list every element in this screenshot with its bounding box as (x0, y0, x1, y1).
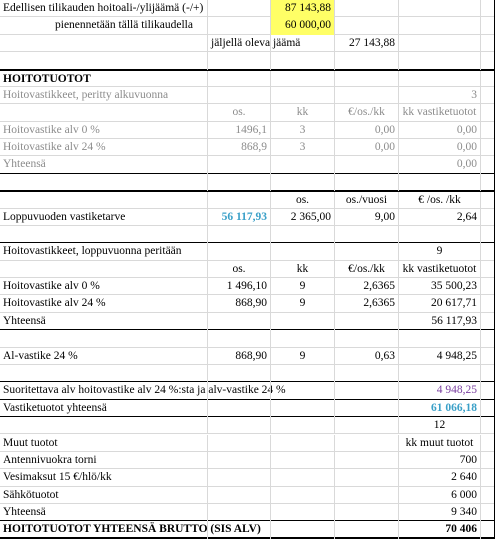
table-row (0, 139, 495, 156)
cell-c3[interactable] (334, 382, 398, 399)
cell-c3[interactable]: 0,00 (334, 139, 398, 156)
early-months[interactable]: 3 (398, 87, 480, 104)
cell-c1[interactable] (207, 156, 270, 173)
cell-c2[interactable]: os. (270, 192, 334, 209)
cell-c4[interactable]: 0,00 (398, 139, 480, 156)
cell-c5[interactable] (480, 192, 495, 209)
cell-c3[interactable] (334, 87, 398, 104)
cell-c1[interactable] (207, 71, 270, 88)
cell-c5[interactable] (480, 365, 495, 382)
cell-c4[interactable]: 6 000 (398, 487, 480, 504)
charges-total-row (0, 400, 495, 417)
cell-c4[interactable]: 61 066,18 (398, 400, 480, 417)
cell-c1[interactable] (207, 382, 270, 399)
row-3 (0, 52, 495, 69)
total-row (0, 156, 495, 173)
table-row (0, 487, 495, 504)
cell-c5[interactable] (480, 71, 495, 88)
header-row (0, 104, 495, 121)
cell-c3[interactable] (334, 17, 398, 34)
cell-c2[interactable] (270, 382, 334, 399)
cell-c2[interactable] (270, 400, 334, 417)
table-row (0, 295, 495, 312)
cell-c0[interactable]: Yhteensä (3, 506, 46, 519)
cell-c4[interactable]: 0,00 (398, 122, 480, 139)
cell-c1[interactable] (207, 469, 270, 486)
cell-c1[interactable]: 868,90 (207, 348, 270, 365)
cell-c2[interactable] (270, 52, 334, 69)
cell-c0[interactable]: Hoitovastike alv 0 % (3, 280, 100, 293)
header-row (0, 191, 495, 208)
table-row (0, 209, 495, 226)
cell-c2[interactable] (270, 330, 334, 347)
cell-c4[interactable]: kk muut tuotot (398, 435, 480, 452)
cell-c0[interactable] (0, 104, 207, 121)
cell-c1[interactable] (207, 52, 270, 69)
cell-c5[interactable] (480, 261, 495, 278)
other-income-header (0, 435, 495, 452)
early-charges-label[interactable]: Hoitovastikkeet, peritty alkuvuonna (3, 88, 169, 101)
row-10 (0, 174, 495, 191)
reduced-label[interactable]: pienennetään tällä tilikaudella (55, 19, 193, 32)
cell-c1[interactable] (207, 192, 270, 209)
cell-c3[interactable] (334, 400, 398, 417)
table-row (0, 469, 495, 486)
reduced-value[interactable]: 60 000,00 (270, 17, 334, 34)
row-13 (0, 226, 495, 243)
cell-c4[interactable]: 9 (398, 243, 480, 260)
section-heading[interactable]: HOITOTUOTOT (3, 72, 91, 85)
cell-c5[interactable] (480, 139, 495, 156)
cell-c4[interactable] (398, 52, 480, 69)
cell-c0[interactable] (0, 52, 207, 69)
cell-c2[interactable] (270, 226, 334, 243)
cell-c4[interactable] (398, 365, 480, 382)
cell-c3[interactable] (334, 452, 398, 469)
cell-c3[interactable] (334, 313, 398, 330)
total-row (0, 504, 495, 521)
cell-c0[interactable] (0, 261, 207, 278)
cell-c3[interactable]: 2,6365 (334, 278, 398, 295)
cell-c3[interactable]: 9,00 (334, 209, 398, 226)
cell-c2[interactable]: kk (270, 104, 334, 121)
remaining-value[interactable]: 27 143,88 (334, 35, 398, 52)
cell-c4[interactable]: 4 948,25 (398, 382, 480, 399)
cell-c5[interactable] (480, 469, 495, 486)
cell-c5[interactable] (480, 487, 495, 504)
cell-c5[interactable] (480, 382, 495, 399)
cell-c3[interactable] (334, 71, 398, 88)
cell-c5[interactable] (480, 313, 495, 330)
cell-c0[interactable]: HOITOTUOTOT YHTEENSÄ BRUTTO (SIS ALV) (3, 523, 261, 536)
cell-c1[interactable] (207, 0, 270, 17)
cell-c5[interactable] (480, 0, 495, 17)
cell-c5[interactable] (480, 174, 495, 191)
cell-c0[interactable] (0, 226, 207, 243)
cell-c1[interactable]: 868,9 (207, 139, 270, 156)
cell-c4[interactable]: 35 500,23 (398, 278, 480, 295)
row-0 (0, 0, 495, 17)
cell-c1[interactable]: 1496,1 (207, 122, 270, 139)
cell-c3[interactable]: 2,6365 (334, 295, 398, 312)
cell-c1[interactable] (207, 521, 270, 538)
cell-c1[interactable]: os. (207, 104, 270, 121)
cell-c1[interactable] (207, 504, 270, 521)
cell-c3[interactable] (334, 156, 398, 173)
cell-c3[interactable] (334, 487, 398, 504)
cell-c5[interactable] (480, 452, 495, 469)
cell-c4[interactable]: 70 406 (398, 521, 480, 538)
cell-c0[interactable]: Al-vastike 24 % (3, 349, 78, 362)
cell-c2[interactable] (270, 156, 334, 173)
cell-c5[interactable] (480, 209, 495, 226)
cell-c3[interactable] (334, 504, 398, 521)
cell-c5[interactable] (480, 104, 495, 121)
cell-c4[interactable]: 700 (398, 452, 480, 469)
cell-c0[interactable]: Loppuvuoden vastiketarve (3, 210, 126, 223)
cell-c5[interactable] (480, 278, 495, 295)
cell-c3[interactable]: 0,63 (334, 348, 398, 365)
cell-c3[interactable]: os./vuosi (334, 192, 398, 209)
cell-c3[interactable] (334, 435, 398, 452)
cell-c2[interactable] (270, 435, 334, 452)
cell-c4[interactable] (398, 0, 480, 17)
cell-c4[interactable]: kk vastiketuotot (398, 104, 480, 121)
prev-surplus-label[interactable]: Edellisen tilikauden hoitoali-/ylijäämä (-/+) (3, 2, 204, 14)
cell-c2[interactable] (270, 174, 334, 191)
cell-c4[interactable]: 20 617,71 (398, 295, 480, 312)
cell-c2[interactable] (270, 365, 334, 382)
cell-c4[interactable]: € /os. /kk (398, 192, 480, 209)
header-row (0, 261, 495, 278)
cell-c0[interactable] (0, 365, 207, 382)
cell-c1[interactable] (207, 243, 270, 260)
cell-c2[interactable] (270, 243, 334, 260)
cell-c5[interactable] (480, 417, 495, 434)
cell-c1[interactable] (207, 17, 270, 34)
cell-c1[interactable] (207, 330, 270, 347)
cell-c0[interactable] (0, 192, 207, 209)
cell-c1[interactable] (207, 87, 270, 104)
cell-c4[interactable] (398, 174, 480, 191)
cell-c2[interactable] (270, 87, 334, 104)
cell-c5[interactable] (480, 17, 495, 34)
cell-c2[interactable]: kk (270, 261, 334, 278)
cell-c1[interactable]: 56 117,93 (207, 209, 270, 226)
cell-c2[interactable] (270, 313, 334, 330)
cell-c1[interactable] (207, 313, 270, 330)
cell-c1[interactable]: os. (207, 261, 270, 278)
cell-c3[interactable] (334, 243, 398, 260)
cell-c3[interactable] (334, 365, 398, 382)
cell-c3[interactable]: €/os./kk (334, 261, 398, 278)
cell-c1[interactable] (207, 487, 270, 504)
cell-c0[interactable]: Vastiketuotot yhteensä (3, 401, 107, 414)
cell-c0[interactable] (0, 417, 207, 434)
cell-c0[interactable]: Hoitovastikkeet, loppuvuonna peritään (3, 245, 182, 258)
cell-c5[interactable] (480, 243, 495, 260)
cell-c5[interactable] (480, 122, 495, 139)
cell-c3[interactable] (334, 0, 398, 17)
cell-c4[interactable] (398, 226, 480, 243)
cell-c1[interactable] (207, 417, 270, 434)
cell-c3[interactable] (334, 52, 398, 69)
cell-c2[interactable] (270, 469, 334, 486)
cell-c3[interactable] (334, 417, 398, 434)
cell-c2[interactable]: 9 (270, 278, 334, 295)
cell-c3[interactable] (334, 174, 398, 191)
table-row (0, 348, 495, 365)
cell-c2[interactable] (270, 71, 334, 88)
cell-c2[interactable]: 9 (270, 295, 334, 312)
cell-c0[interactable]: Muut tuotot (3, 436, 58, 449)
cell-c5[interactable] (480, 226, 495, 243)
total-row (0, 313, 495, 330)
cell-c3[interactable] (334, 469, 398, 486)
cell-c1[interactable] (207, 174, 270, 191)
months-row (0, 417, 495, 434)
cell-c2[interactable]: 3 (270, 139, 334, 156)
cell-c0[interactable]: Hoitovastike alv 24 % (3, 297, 106, 310)
cell-c0[interactable]: Vesimaksut 15 €/hlö/kk (3, 471, 112, 484)
row-21 (0, 365, 495, 382)
row-5 (0, 87, 495, 104)
cell-c4[interactable] (398, 71, 480, 88)
cell-c5[interactable] (480, 87, 495, 104)
row-4 (0, 70, 495, 87)
cell-c1[interactable]: 1 496,10 (207, 278, 270, 295)
cell-c0[interactable] (0, 174, 207, 191)
cell-c4[interactable]: 56 117,93 (398, 313, 480, 330)
cell-c2[interactable] (270, 452, 334, 469)
cell-c5[interactable] (480, 330, 495, 347)
cell-c5[interactable] (480, 521, 495, 538)
cell-c3[interactable] (334, 521, 398, 538)
cell-c5[interactable] (480, 156, 495, 173)
cell-c2[interactable] (270, 521, 334, 538)
cell-c5[interactable] (480, 400, 495, 417)
cell-c2[interactable]: 2 365,00 (270, 209, 334, 226)
table-row (0, 452, 495, 469)
row-19 (0, 330, 495, 347)
prev-surplus-value[interactable]: 87 143,88 (270, 0, 334, 17)
cell-c2[interactable] (270, 487, 334, 504)
cell-c1[interactable] (207, 365, 270, 382)
cell-c2[interactable] (270, 35, 334, 52)
cell-c1[interactable] (207, 226, 270, 243)
cell-c1[interactable] (207, 435, 270, 452)
cell-c0[interactable] (0, 330, 207, 347)
cell-c4[interactable]: 9 340 (398, 504, 480, 521)
remaining-label[interactable]: jäljellä oleva jäämä (207, 35, 335, 52)
table-row (0, 278, 495, 295)
table-row (0, 122, 495, 139)
cell-c0[interactable]: Yhteensä (3, 158, 46, 171)
cell-c1[interactable] (207, 400, 270, 417)
cell-c0[interactable]: Antennivuokra torni (3, 453, 97, 466)
cell-c2[interactable]: 9 (270, 348, 334, 365)
cell-c3[interactable]: €/os./kk (334, 104, 398, 121)
cell-c0[interactable]: Hoitovastike alv 24 % (3, 141, 106, 154)
cell-c0[interactable] (0, 35, 207, 52)
cell-c5[interactable] (480, 504, 495, 521)
row-2 (0, 35, 495, 52)
row-1 (0, 17, 495, 34)
cell-c0[interactable]: Hoitovastike alv 0 % (3, 123, 100, 136)
cell-c2[interactable] (270, 417, 334, 434)
cell-c4[interactable] (398, 330, 480, 347)
cell-c5[interactable] (480, 348, 495, 365)
cell-c3[interactable] (334, 330, 398, 347)
cell-c4[interactable]: 2,64 (398, 209, 480, 226)
cell-c2[interactable] (270, 504, 334, 521)
cell-c2[interactable]: 3 (270, 122, 334, 139)
vat-row (0, 382, 495, 399)
cell-c1[interactable] (207, 452, 270, 469)
cell-c4[interactable]: kk vastiketuotot (398, 261, 480, 278)
cell-c0[interactable]: Suoritettava alv hoitovastike alv 24 %:sta ja alv-vastike 24 % (3, 384, 286, 397)
cell-c4[interactable]: 2 640 (398, 469, 480, 486)
grand-total-row (0, 521, 495, 538)
cell-c5[interactable] (480, 35, 495, 52)
cell-c4[interactable]: 4 948,25 (398, 348, 480, 365)
cell-c5[interactable] (480, 295, 495, 312)
late-charges-row (0, 243, 495, 260)
cell-c4[interactable] (398, 17, 480, 34)
cell-c4[interactable]: 12 (398, 417, 480, 434)
cell-c5[interactable] (480, 52, 495, 69)
cell-c0[interactable]: Sähkötuotot (3, 488, 59, 501)
cell-c0[interactable]: Yhteensä (3, 314, 46, 327)
cell-c4[interactable]: 0,00 (398, 156, 480, 173)
cell-c1[interactable]: 868,90 (207, 295, 270, 312)
cell-c5[interactable] (480, 435, 495, 452)
cell-c3[interactable]: 0,00 (334, 122, 398, 139)
cell-c4[interactable] (398, 35, 480, 52)
cell-c3[interactable] (334, 226, 398, 243)
